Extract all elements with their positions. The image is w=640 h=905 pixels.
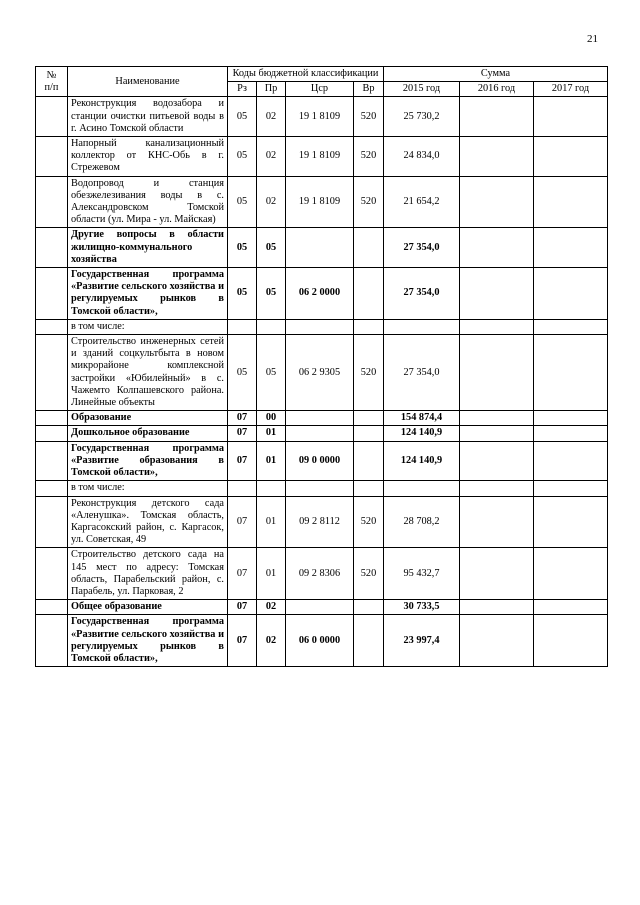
cell-csr: 06 2 9305: [286, 335, 354, 411]
cell-2017: [534, 137, 608, 177]
cell-name: Государственная программа «Развитие сельского хозяйства и регулируемых рынков в Томской области»,: [68, 268, 228, 320]
cell-num: [36, 548, 68, 600]
cell-vr: 520: [354, 137, 384, 177]
cell-2015: 95 432,7: [384, 548, 460, 600]
header-2016: 2016 год: [460, 82, 534, 97]
cell-2016: [460, 600, 534, 615]
cell-pr: 02: [257, 176, 286, 228]
table-row: [36, 426, 608, 441]
table-row: [36, 176, 608, 228]
cell-num: [36, 228, 68, 268]
header-name: Наименование: [68, 67, 228, 97]
cell-rz: 05: [228, 335, 257, 411]
cell-rz: [228, 481, 257, 496]
cell-csr: 09 2 8306: [286, 548, 354, 600]
cell-2015: 154 874,4: [384, 411, 460, 426]
cell-csr: 09 0 0000: [286, 441, 354, 481]
header-rz: Рз: [228, 82, 257, 97]
cell-num: [36, 481, 68, 496]
cell-num: [36, 176, 68, 228]
cell-name: Государственная программа «Развитие образования в Томской области»,: [68, 441, 228, 481]
header-vr: Вр: [354, 82, 384, 97]
table-row: [36, 268, 608, 320]
cell-name: Другие вопросы в области жилищно-коммунального хозяйства: [68, 228, 228, 268]
cell-2016: [460, 319, 534, 334]
cell-pr: 01: [257, 441, 286, 481]
cell-num: [36, 426, 68, 441]
cell-2015: 21 654,2: [384, 176, 460, 228]
cell-rz: 07: [228, 496, 257, 548]
cell-num: [36, 615, 68, 667]
cell-csr: 06 0 0000: [286, 615, 354, 667]
cell-2017: [534, 176, 608, 228]
cell-2017: [534, 496, 608, 548]
cell-vr: [354, 600, 384, 615]
table-header: [36, 67, 608, 97]
cell-name: Дошкольное образование: [68, 426, 228, 441]
cell-num: [36, 97, 68, 137]
cell-csr: [286, 481, 354, 496]
cell-rz: 07: [228, 615, 257, 667]
cell-csr: 06 2 0000: [286, 268, 354, 320]
cell-2016: [460, 137, 534, 177]
cell-rz: 05: [228, 97, 257, 137]
cell-2015: 23 997,4: [384, 615, 460, 667]
cell-name: Общее образование: [68, 600, 228, 615]
cell-csr: 19 1 8109: [286, 176, 354, 228]
header-sum: Сумма: [384, 67, 608, 82]
cell-vr: [354, 411, 384, 426]
cell-rz: 07: [228, 548, 257, 600]
cell-2017: [534, 615, 608, 667]
header-num: № п/п: [36, 67, 68, 97]
cell-2016: [460, 228, 534, 268]
cell-vr: [354, 481, 384, 496]
cell-vr: [354, 268, 384, 320]
table-row: [36, 335, 608, 411]
cell-pr: 02: [257, 615, 286, 667]
table-row: [36, 481, 608, 496]
cell-rz: 05: [228, 228, 257, 268]
cell-rz: 05: [228, 176, 257, 228]
cell-vr: [354, 426, 384, 441]
cell-pr: [257, 481, 286, 496]
cell-name: в том числе:: [68, 481, 228, 496]
cell-pr: 01: [257, 548, 286, 600]
cell-2016: [460, 268, 534, 320]
cell-2015: 27 354,0: [384, 228, 460, 268]
cell-vr: 520: [354, 496, 384, 548]
cell-num: [36, 496, 68, 548]
header-2017: 2017 год: [534, 82, 608, 97]
cell-pr: [257, 319, 286, 334]
cell-2017: [534, 97, 608, 137]
cell-2017: [534, 228, 608, 268]
cell-rz: 07: [228, 426, 257, 441]
table-row: [36, 411, 608, 426]
cell-num: [36, 137, 68, 177]
cell-num: [36, 335, 68, 411]
cell-num: [36, 319, 68, 334]
cell-2016: [460, 548, 534, 600]
cell-name: Строительство инженерных сетей и зданий соцкультбыта в новом микрорайоне комплексной застройки «Юбилейный» в с. Чажемто Колпашевского района. Линейные объекты: [68, 335, 228, 411]
cell-2015: 124 140,9: [384, 426, 460, 441]
cell-csr: [286, 319, 354, 334]
cell-pr: 02: [257, 137, 286, 177]
cell-pr: 00: [257, 411, 286, 426]
cell-2017: [534, 441, 608, 481]
cell-2016: [460, 481, 534, 496]
cell-2015: 30 733,5: [384, 600, 460, 615]
cell-name: Образование: [68, 411, 228, 426]
cell-2017: [534, 411, 608, 426]
cell-name: Водопровод и станция обезжелезивания воды в с. Александровском Томской области (ул. Мира - ул. Майская): [68, 176, 228, 228]
table-row: [36, 600, 608, 615]
cell-name: в том числе:: [68, 319, 228, 334]
header-pr: Пр: [257, 82, 286, 97]
cell-rz: 07: [228, 441, 257, 481]
cell-csr: 19 1 8109: [286, 97, 354, 137]
cell-2016: [460, 496, 534, 548]
cell-2015: 27 354,0: [384, 335, 460, 411]
cell-csr: [286, 426, 354, 441]
cell-2017: [534, 481, 608, 496]
table-row: [36, 97, 608, 137]
cell-csr: [286, 600, 354, 615]
cell-pr: 02: [257, 97, 286, 137]
table-row: [36, 615, 608, 667]
cell-2015: 25 730,2: [384, 97, 460, 137]
cell-2015: [384, 319, 460, 334]
table-row: [36, 548, 608, 600]
cell-pr: 05: [257, 268, 286, 320]
cell-2016: [460, 426, 534, 441]
table-body: [36, 97, 608, 667]
cell-num: [36, 441, 68, 481]
cell-2016: [460, 615, 534, 667]
cell-2017: [534, 319, 608, 334]
header-2015: 2015 год: [384, 82, 460, 97]
cell-csr: [286, 411, 354, 426]
cell-pr: 05: [257, 228, 286, 268]
cell-2016: [460, 176, 534, 228]
cell-vr: [354, 441, 384, 481]
budget-table: [35, 66, 608, 667]
cell-vr: 520: [354, 97, 384, 137]
page-number: 21: [587, 33, 598, 45]
cell-pr: 01: [257, 426, 286, 441]
cell-name: Государственная программа «Развитие сельского хозяйства и регулируемых рынков в Томской области»,: [68, 615, 228, 667]
table-row: [36, 228, 608, 268]
cell-num: [36, 268, 68, 320]
cell-2015: 28 708,2: [384, 496, 460, 548]
cell-2015: [384, 481, 460, 496]
cell-rz: [228, 319, 257, 334]
cell-csr: [286, 228, 354, 268]
cell-vr: [354, 615, 384, 667]
cell-2016: [460, 411, 534, 426]
cell-pr: 05: [257, 335, 286, 411]
header-csr: Цср: [286, 82, 354, 97]
cell-2016: [460, 335, 534, 411]
cell-vr: 520: [354, 176, 384, 228]
cell-name: Реконструкция водозабора и станции очистки питьевой воды в г. Асино Томской области: [68, 97, 228, 137]
cell-csr: 09 2 8112: [286, 496, 354, 548]
cell-2015: 27 354,0: [384, 268, 460, 320]
cell-2017: [534, 426, 608, 441]
cell-name: Напорный канализационный коллектор от КНС-Обь в г. Стрежевом: [68, 137, 228, 177]
cell-num: [36, 600, 68, 615]
cell-rz: 05: [228, 268, 257, 320]
cell-csr: 19 1 8109: [286, 137, 354, 177]
cell-2016: [460, 97, 534, 137]
table-row: [36, 319, 608, 334]
header-codes: Коды бюджетной классификации: [228, 67, 384, 82]
cell-rz: 05: [228, 137, 257, 177]
cell-name: Строительство детского сада на 145 мест по адресу: Томская область, Парабельский район, с. Парабель, ул. Парковая, 2: [68, 548, 228, 600]
cell-pr: 02: [257, 600, 286, 615]
cell-vr: [354, 228, 384, 268]
table-row: [36, 137, 608, 177]
cell-name: Реконструкция детского сада «Аленушка». Томская область, Каргасокский район, с. Каргасок, ул. Советская, 49: [68, 496, 228, 548]
cell-vr: 520: [354, 548, 384, 600]
cell-pr: 01: [257, 496, 286, 548]
table-row: [36, 441, 608, 481]
cell-2016: [460, 441, 534, 481]
cell-vr: [354, 319, 384, 334]
cell-2015: 124 140,9: [384, 441, 460, 481]
cell-2017: [534, 268, 608, 320]
table-row: [36, 496, 608, 548]
cell-rz: 07: [228, 411, 257, 426]
cell-2017: [534, 335, 608, 411]
cell-num: [36, 411, 68, 426]
cell-rz: 07: [228, 600, 257, 615]
cell-2017: [534, 600, 608, 615]
cell-2017: [534, 548, 608, 600]
cell-vr: 520: [354, 335, 384, 411]
cell-2015: 24 834,0: [384, 137, 460, 177]
